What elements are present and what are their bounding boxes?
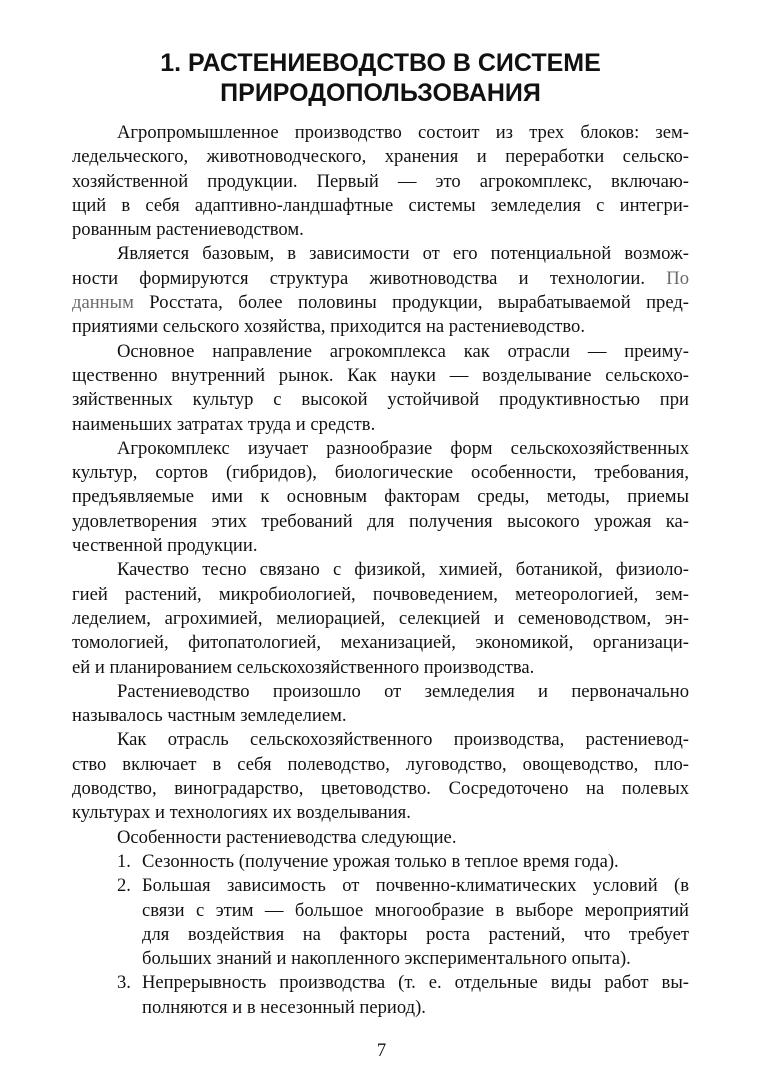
text-line: [72, 291, 689, 315]
text-line: ство включает в себя полеводство, луговодство, овощеводство, пло-: [72, 753, 689, 775]
list-number: 1.: [117, 850, 131, 872]
paragraph-6: [72, 680, 689, 729]
text-line: полняются и в несезонный период).: [142, 996, 426, 1018]
text-line: рованным растениеводством.: [72, 219, 304, 241]
text-line: Большая зависимость от почвенно-климатических условий (в: [142, 875, 689, 897]
text-line: удовлетворения этих требований для получения высокого урожая ка-: [72, 510, 689, 532]
paragraph-4: [72, 437, 689, 558]
text-line: Качество тесно связано с физикой, химией, ботаникой, физиоло-: [117, 559, 689, 581]
text-line: хозяйственной продукции. Первый — это агрокомплекс, включаю-: [72, 170, 689, 192]
text-line: Растениеводство произошло от земледелия и первоначально: [117, 680, 689, 702]
text-line: предъявляемые ими к основным факторам среды, методы, приемы: [72, 486, 689, 508]
text-line: [72, 267, 689, 291]
page-title: [72, 48, 689, 108]
text-line: щественно внутренний рынок. Как науки — возделывание сельскохо-: [72, 364, 689, 386]
text-line: леделием, агрохимией, мелиорацией, селекцией и семеноводством, эн-: [72, 607, 689, 629]
text-line: Сезонность (получение урожая только в теплое время года).: [142, 850, 619, 872]
text-line: Как отрасль сельскохозяйственного производства, растениевод-: [117, 729, 689, 751]
page-content: [72, 48, 689, 1020]
features-list: [72, 850, 689, 1020]
list-number: 3.: [117, 972, 131, 994]
text-line: томологией, фитопатологией, механизацией, экономикой, организаци-: [72, 632, 689, 654]
list-item: [72, 971, 689, 1020]
text-line: ледельческого, животноводческого, хранения и переработки сельско-: [72, 146, 689, 168]
text-line: называлось частным земледелием.: [72, 705, 347, 727]
paragraph-3: [72, 340, 689, 437]
list-number: 2.: [117, 875, 131, 897]
text-line: Агропромышленное производство состоит из трех блоков: зем-: [117, 122, 689, 143]
text-line: гией растений, микробиологией, почвоведением, метеорологией, зем-: [72, 583, 689, 605]
paragraph-5: [72, 558, 689, 679]
paragraph-7: [72, 728, 689, 825]
text-line: Является базовым, в зависимости от его потенциальной возмож-: [117, 243, 689, 265]
text-line: ей и планированием сельскохозяйственного производства.: [72, 656, 535, 678]
text-line: Основное направление агрокомплекса как отрасли — преиму-: [117, 340, 689, 362]
text-line: чественной продукции.: [72, 535, 258, 557]
text-fragment: Росстата, более половины продукции, вырабатываемой пред-: [133, 292, 689, 314]
title-line-2: ПРИРОДОПОЛЬЗОВАНИЯ: [220, 79, 541, 107]
gray-text-fragment: По: [666, 267, 689, 289]
text-fragment: ности формируются структура животноводства и технологии.: [72, 267, 667, 289]
text-line: приятиями сельского хозяйства, приходится на растениеводство.: [72, 316, 585, 338]
text-line: доводство, виноградарство, цветоводство. Сосредоточено на полевых: [72, 778, 689, 800]
paragraph-8: [72, 826, 689, 850]
text-line: щий в себя адаптивно-ландшафтные системы земледелия с интегри-: [72, 194, 689, 216]
paragraph-2: [72, 242, 689, 339]
text-line: связи с этим — большое многообразие в выборе мероприятий: [142, 899, 689, 921]
text-line: Особенности растениеводства следующие.: [117, 826, 457, 848]
text-line: Агрокомплекс изучает разнообразие форм сельскохозяйственных: [117, 437, 689, 459]
gray-text-fragment: данным: [72, 292, 134, 314]
text-line: больших знаний и накопленного экспериментального опыта).: [142, 948, 631, 970]
text-line: зяйственных культур с высокой устойчивой продуктивностью при: [72, 389, 689, 411]
list-item: [72, 874, 689, 971]
text-line: культурах и технологиях их возделывания.: [72, 802, 411, 824]
text-line: для воздействия на факторы роста растений, что требует: [142, 923, 689, 945]
text-line: наименьших затратах труда и средств.: [72, 413, 376, 435]
paragraph-1: [72, 121, 689, 242]
text-line: Непрерывность производства (т. е. отдельные виды работ вы-: [142, 972, 689, 994]
title-line-1: 1. РАСТЕНИЕВОДСТВО В СИСТЕМЕ: [160, 49, 601, 77]
page-number: 7: [376, 1040, 387, 1061]
text-line: культур, сортов (гибридов), биологические особенности, требования,: [72, 462, 689, 484]
list-item: [72, 850, 689, 874]
